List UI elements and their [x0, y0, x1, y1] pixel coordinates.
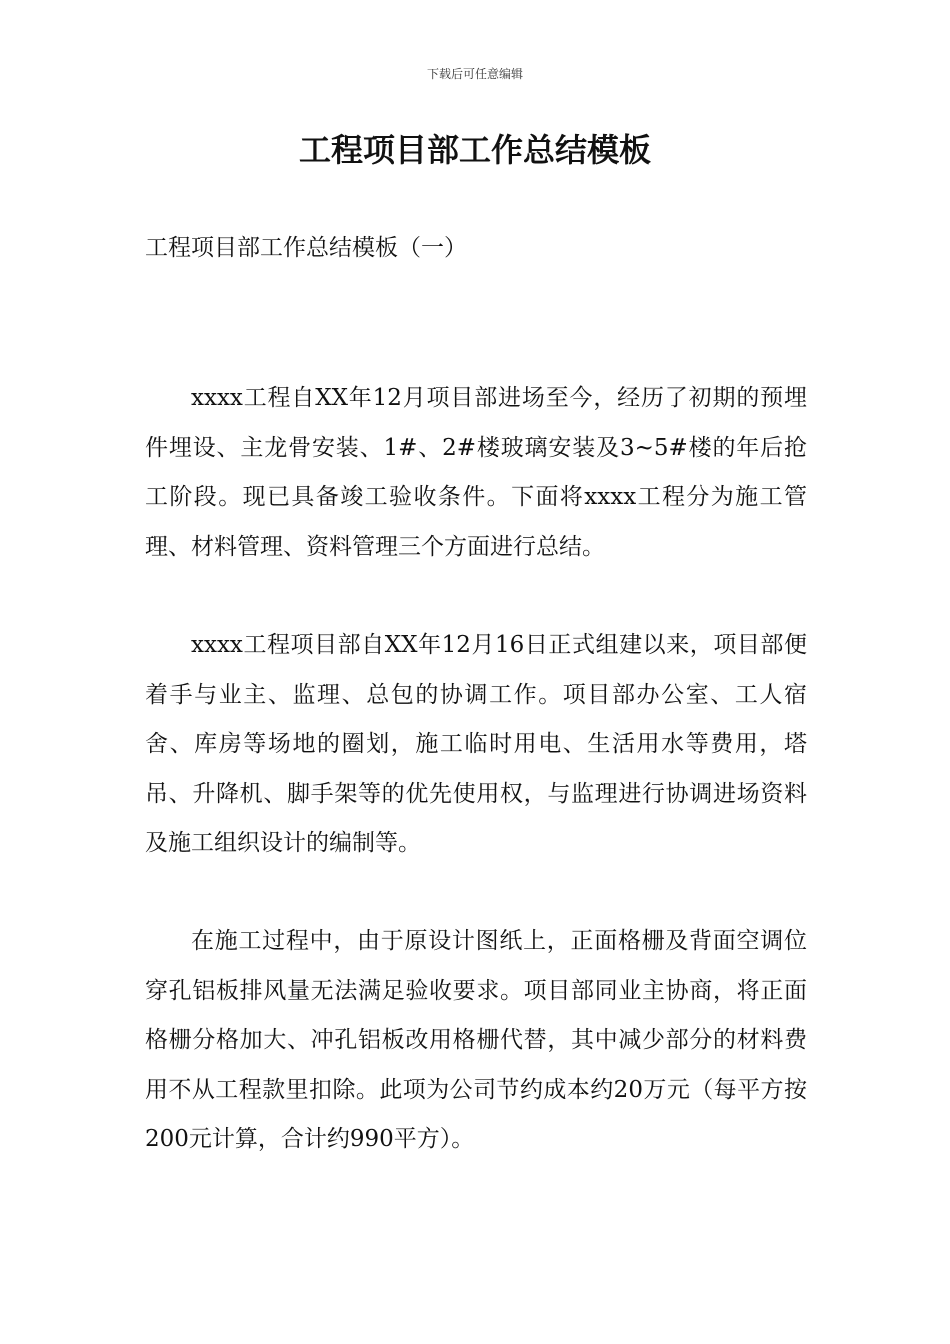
body-paragraph-2: xxxx工程项目部自XX年12月16日正式组建以来，项目部便着手与业主、监理、总包的协调工作。项目部办公室、工人宿舍、库房等场地的圈划，施工临时用电、生活用水等费用，塔吊、升降机、脚手架等的优先使用权，与监理进行协调进场资料及施工组织设计的编制等。	[145, 632, 807, 856]
header-note: 下载后可任意编辑	[426, 67, 523, 81]
document-title: 工程项目部工作总结模板	[298, 131, 651, 169]
document-subtitle: 工程项目部工作总结模板（一）	[145, 235, 467, 261]
body-paragraph-1: xxxx工程自XX年12月项目部进场至今，经历了初期的预埋件埋设、主龙骨安装、1#、2#楼玻璃安装及3~5#楼的年后抢工阶段。现已具备竣工验收条件。下面将xxxx工程分为施工管理、材料管理、资料管理三个方面进行总结。	[145, 385, 807, 560]
body-paragraph-3: 在施工过程中，由于原设计图纸上，正面格栅及背面空调位穿孔铝板排风量无法满足验收要求。项目部同业主协商，将正面格栅分格加大、冲孔铝板改用格栅代替，其中减少部分的材料费用不从工程款里扣除。此项为公司节约成本约20万元（每平方按200元计算，合计约990平方）。	[145, 928, 807, 1152]
